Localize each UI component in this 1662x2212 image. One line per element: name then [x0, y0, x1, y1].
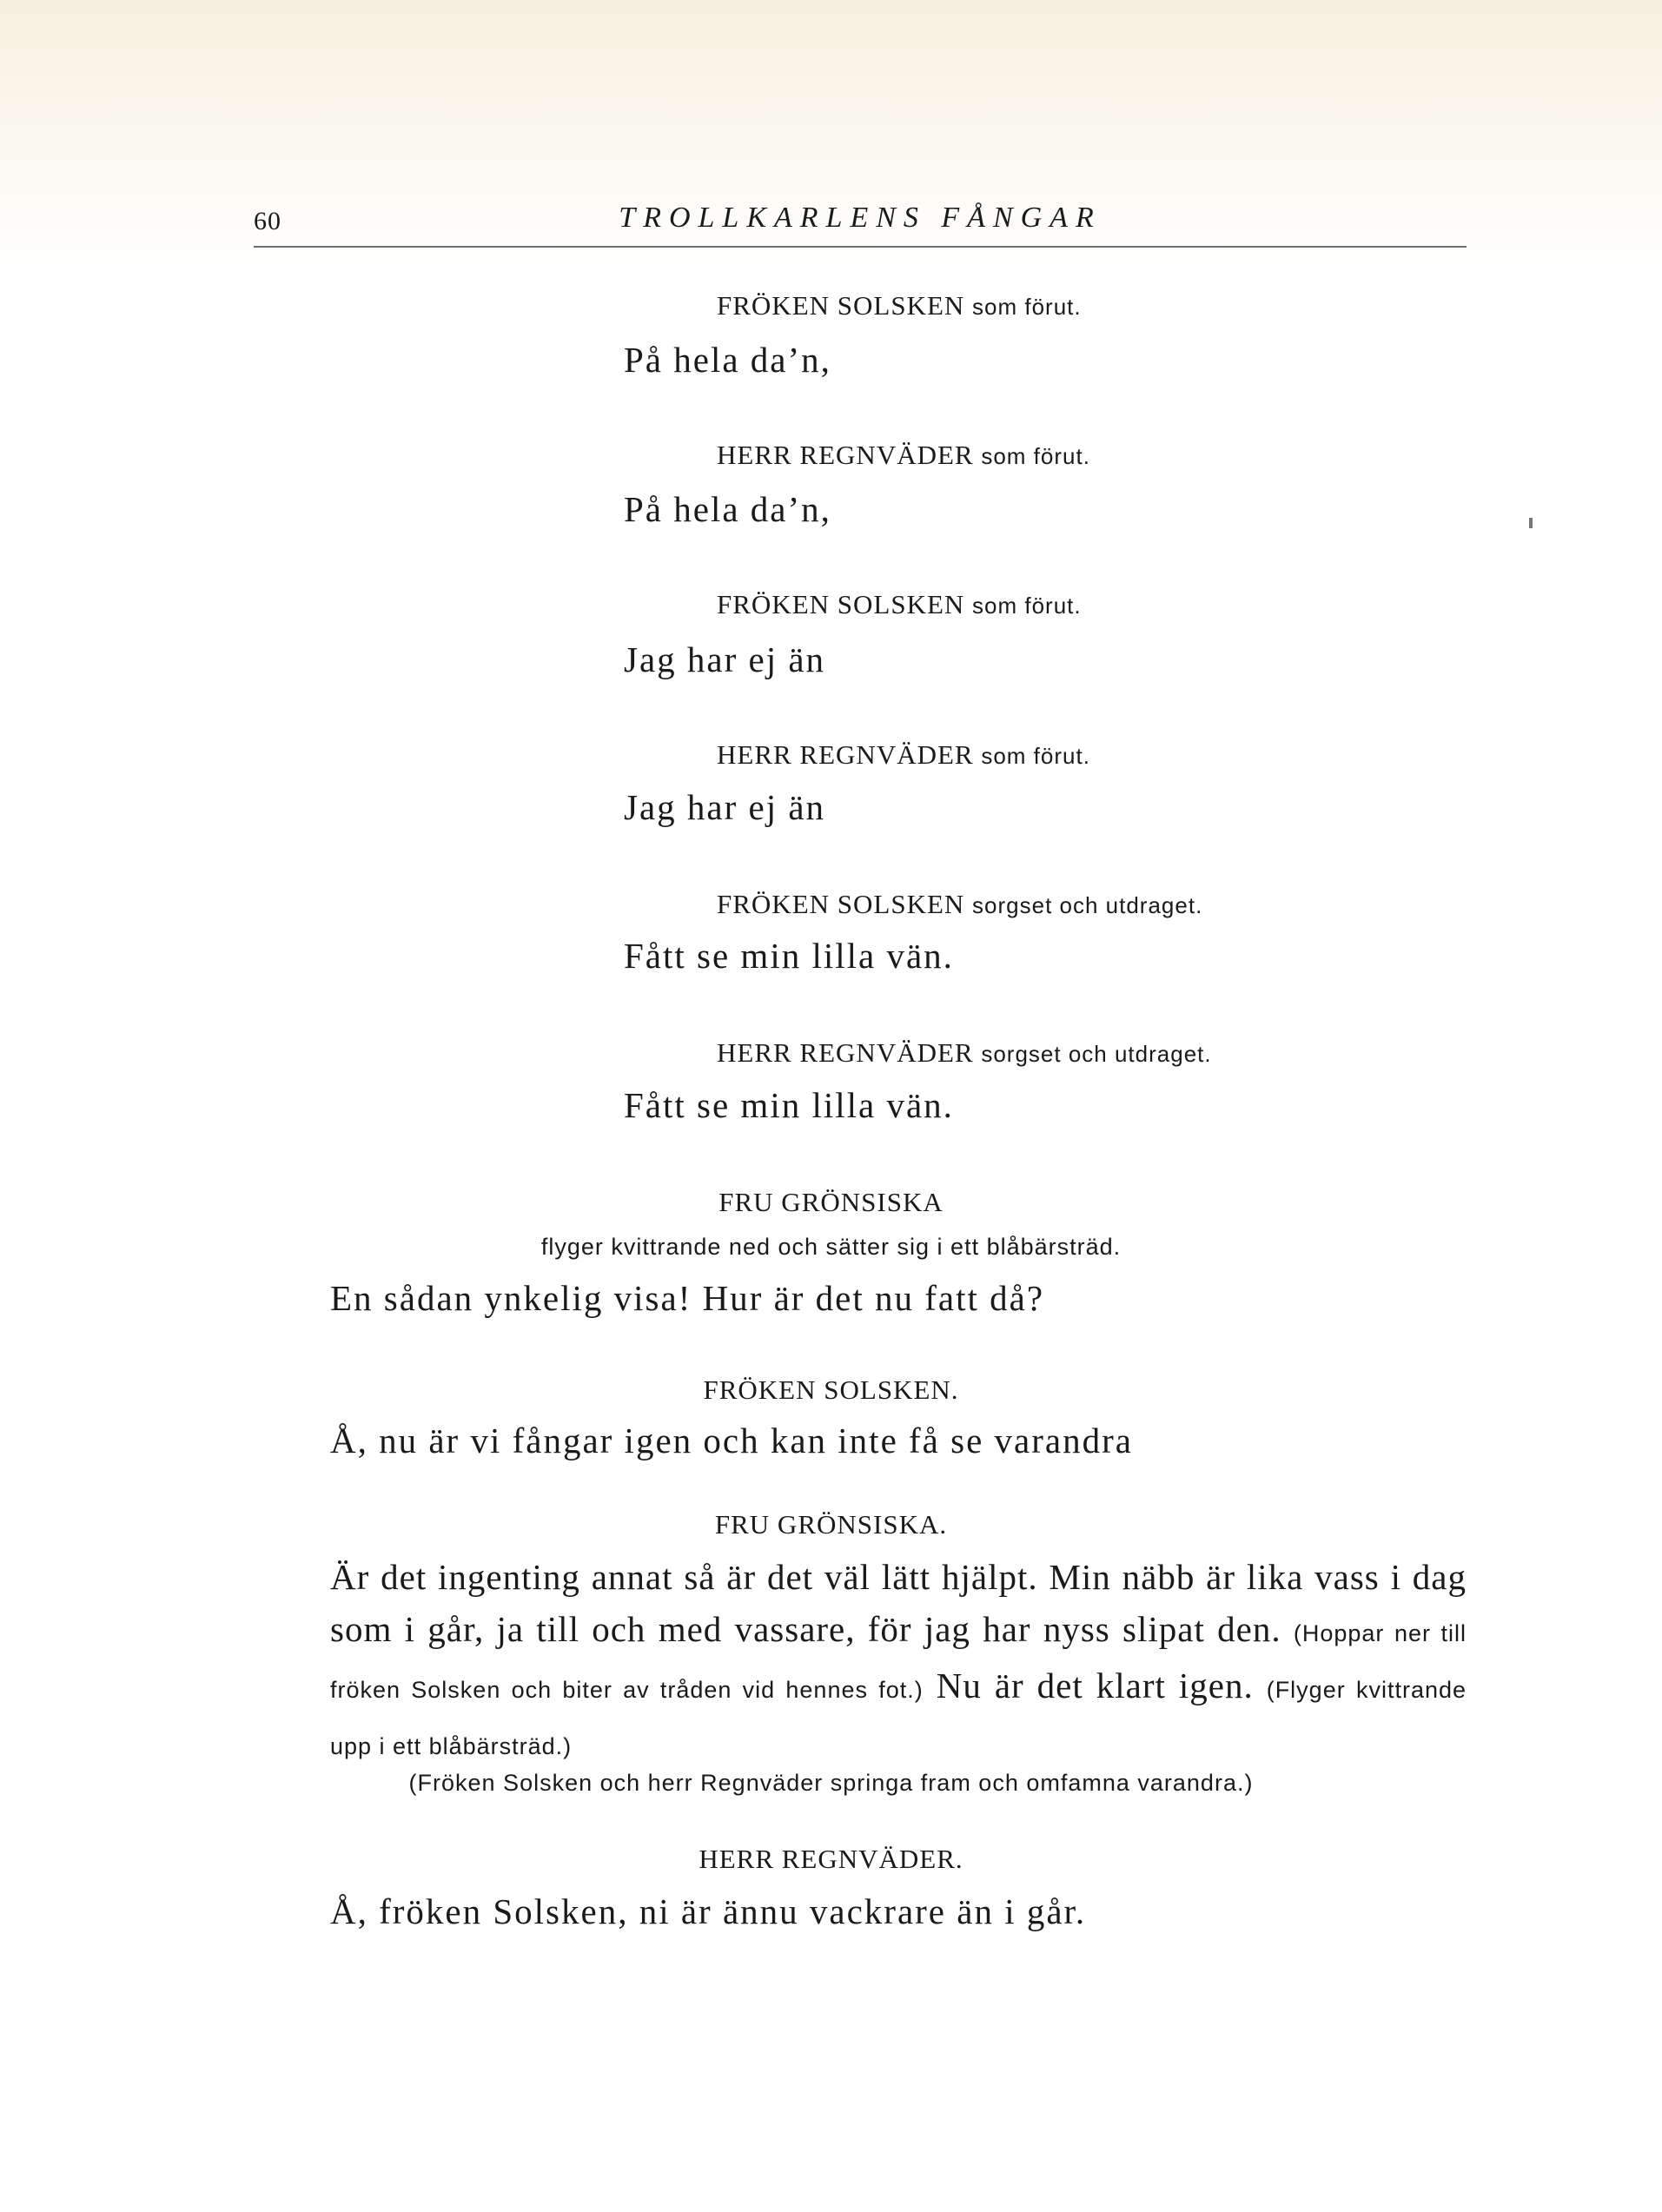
speaker-direction: som förut.: [981, 443, 1090, 469]
speaker-direction: sorgset och utdraget.: [981, 1041, 1212, 1067]
speaker-cue: [717, 739, 1090, 771]
dialogue-line: På hela da’n,: [624, 340, 831, 380]
dialogue-line: Å, nu är vi fångar igen och kan inte få se varandra: [330, 1421, 1133, 1460]
speaker-name: FRÖKEN SOLSKEN: [717, 290, 965, 321]
prose-text: Är det ingenting annat så är det väl lätt hjälpt. Min näbb är lika vass i dag som i går, ja till och med vassare, för jag har nyss slipat den.: [330, 1557, 1467, 1649]
speaker-name: FRÖKEN SOLSKEN: [717, 889, 965, 919]
speaker-heading: HERR REGNVÄDER.: [699, 1844, 963, 1874]
running-head: TROLLKARLENS FÅNGAR: [619, 202, 1102, 234]
dialogue-line: Å, fröken Solsken, ni är ännu vackrare än i går.: [330, 1891, 1087, 1931]
dialogue-line: På hela da’n,: [624, 489, 831, 529]
inline-stage-direction: (Hoppar ner till fröken Solsken och biter av tråden vid hennes fot.): [330, 1620, 1467, 1703]
speaker-heading: FRÖKEN SOLSKEN.: [703, 1374, 959, 1405]
speaker-cue: [717, 290, 1082, 321]
speaker-name: FRÖKEN SOLSKEN: [717, 589, 965, 619]
stage-direction: (Fröken Solsken och herr Regnväder springa fram och omfamna varandra.): [408, 1770, 1254, 1796]
prose-text: Nu är det klart igen.: [936, 1666, 1254, 1705]
speaker-cue: [717, 589, 1082, 620]
speaker-name: HERR REGNVÄDER: [717, 739, 974, 770]
page-number: 60: [254, 207, 281, 235]
page-header: [254, 198, 1467, 242]
dialogue-line: En sådan ynkelig visa! Hur är det nu fatt då?: [330, 1278, 1045, 1318]
dialogue-line: Jag har ej än: [624, 639, 826, 679]
margin-mark: [1529, 518, 1533, 528]
speaker-direction: sorgset och utdraget.: [972, 892, 1203, 918]
dialogue-line: Jag har ej än: [624, 787, 826, 827]
speaker-heading: FRU GRÖNSISKA: [718, 1187, 944, 1217]
speaker-cue: [717, 889, 1202, 920]
prose-paragraph: [330, 1551, 1467, 1772]
speaker-cue: [717, 440, 1090, 471]
stage-direction: flyger kvittrande ned och sätter sig i ett blåbärsträd.: [540, 1234, 1122, 1260]
speaker-direction: som förut.: [972, 593, 1082, 619]
speaker-cue: [717, 1037, 1212, 1069]
inline-stage-direction: (Flyger kvittrande upp i ett blåbärsträd.): [330, 1677, 1467, 1759]
dialogue-line: Fått se min lilla vän.: [624, 1085, 954, 1125]
speaker-name: HERR REGNVÄDER: [717, 440, 974, 470]
speaker-heading: FRU GRÖNSISKA.: [714, 1509, 948, 1540]
dialogue-line: Fått se min lilla vän.: [624, 936, 954, 976]
header-rule: [254, 246, 1467, 248]
speaker-direction: som förut.: [981, 743, 1090, 769]
speaker-direction: som förut.: [972, 294, 1082, 320]
speaker-name: HERR REGNVÄDER: [717, 1037, 974, 1068]
